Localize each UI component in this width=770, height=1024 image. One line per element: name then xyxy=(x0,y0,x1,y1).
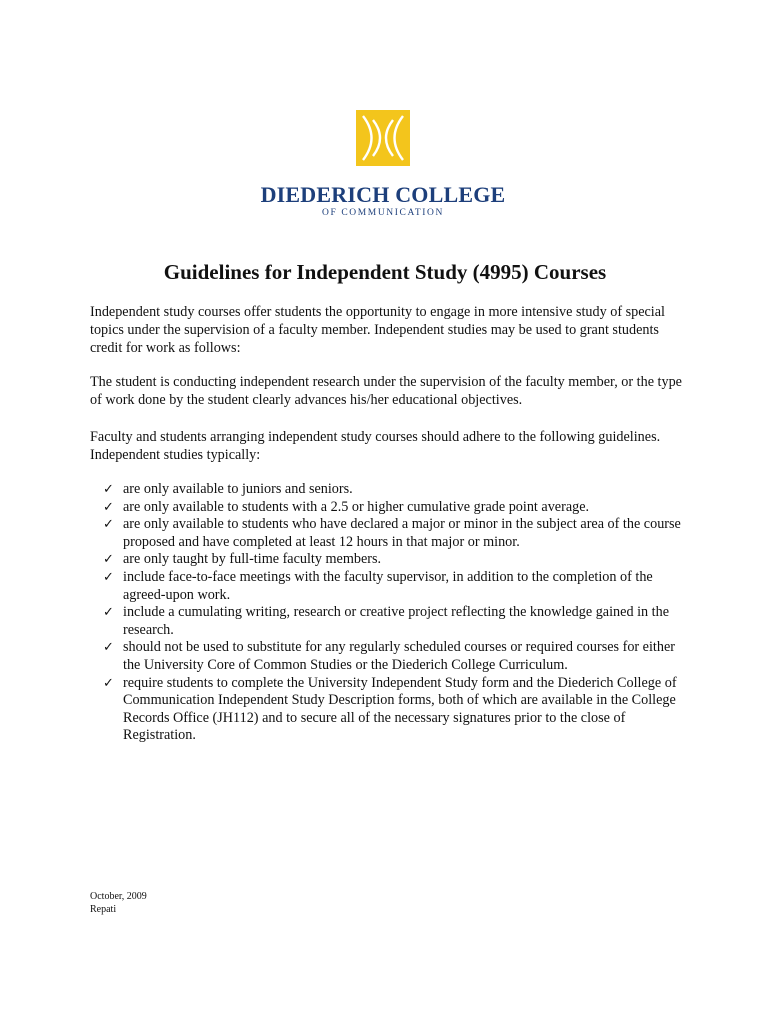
list-item xyxy=(103,551,693,569)
guideline-text: are only available to juniors and seniors. xyxy=(123,481,353,497)
checkmark-icon: ✓ xyxy=(103,675,114,691)
checkmark-icon: ✓ xyxy=(103,482,114,497)
guideline-text: should not be used to substitute for any regularly scheduled courses or required courses for either the University Core of Common Studies or the Diederich College Curriculum. xyxy=(123,639,675,673)
checkmark-icon: ✓ xyxy=(103,640,114,656)
guidelines-list xyxy=(103,481,693,745)
list-item xyxy=(103,675,693,745)
checkmark-icon: ✓ xyxy=(103,517,114,533)
list-item xyxy=(103,604,693,639)
document-title: Guidelines for Independent Study (4995) Courses xyxy=(163,260,607,284)
guidelines-intro-paragraph: Faculty and students arranging independent study courses should adhere to the following guidelines. Independent studies typically: xyxy=(90,429,661,463)
guideline-text: include a cumulating writing, research or creative project reflecting the knowledge gained in the research. xyxy=(123,604,669,638)
list-item xyxy=(103,516,693,551)
checkmark-icon: ✓ xyxy=(103,552,114,568)
checkmark-icon: ✓ xyxy=(103,605,114,621)
intro-paragraph: Independent study courses offer students the opportunity to engage in more intensive study of special topics under the supervision of a faculty member. Independent studies may be used to grant students credit for work as follows: xyxy=(90,304,665,356)
footer-author: Repati xyxy=(90,904,117,915)
list-item xyxy=(103,569,693,604)
guideline-text: require students to complete the University Independent Study form and the Diederich College of Communication Independent Study Description forms, both of which are available in the College Records Office (JH112) and to secure all of the necessary signatures prior to the close of Registration. xyxy=(123,674,677,744)
college-name: DIEDERICH COLLEGE xyxy=(260,182,506,207)
diederich-arcs-logo-icon xyxy=(356,110,410,166)
footer-date: October, 2009 xyxy=(90,891,147,902)
document-footer xyxy=(90,890,147,916)
checkmark-icon: ✓ xyxy=(103,569,114,585)
list-item xyxy=(103,639,693,674)
list-item xyxy=(103,481,693,499)
guideline-text: are only available to students who have declared a major or minor in the subject area of the course proposed and have completed at least 12 hours in that major or minor. xyxy=(123,516,681,550)
research-paragraph: The student is conducting independent research under the supervision of the faculty member, or the type of work done by the student clearly advances his/her educational objectives. xyxy=(90,374,682,408)
list-item xyxy=(103,499,693,517)
guideline-text: are only available to students with a 2.5 or higher cumulative grade point average. xyxy=(123,498,590,515)
checkmark-icon: ✓ xyxy=(103,499,114,515)
guideline-text: are only taught by full-time faculty members. xyxy=(123,551,382,568)
guideline-text: include face-to-face meetings with the faculty supervisor, in addition to the completion of the agreed-upon work. xyxy=(123,568,653,603)
college-subtitle: OF COMMUNICATION xyxy=(322,208,444,218)
